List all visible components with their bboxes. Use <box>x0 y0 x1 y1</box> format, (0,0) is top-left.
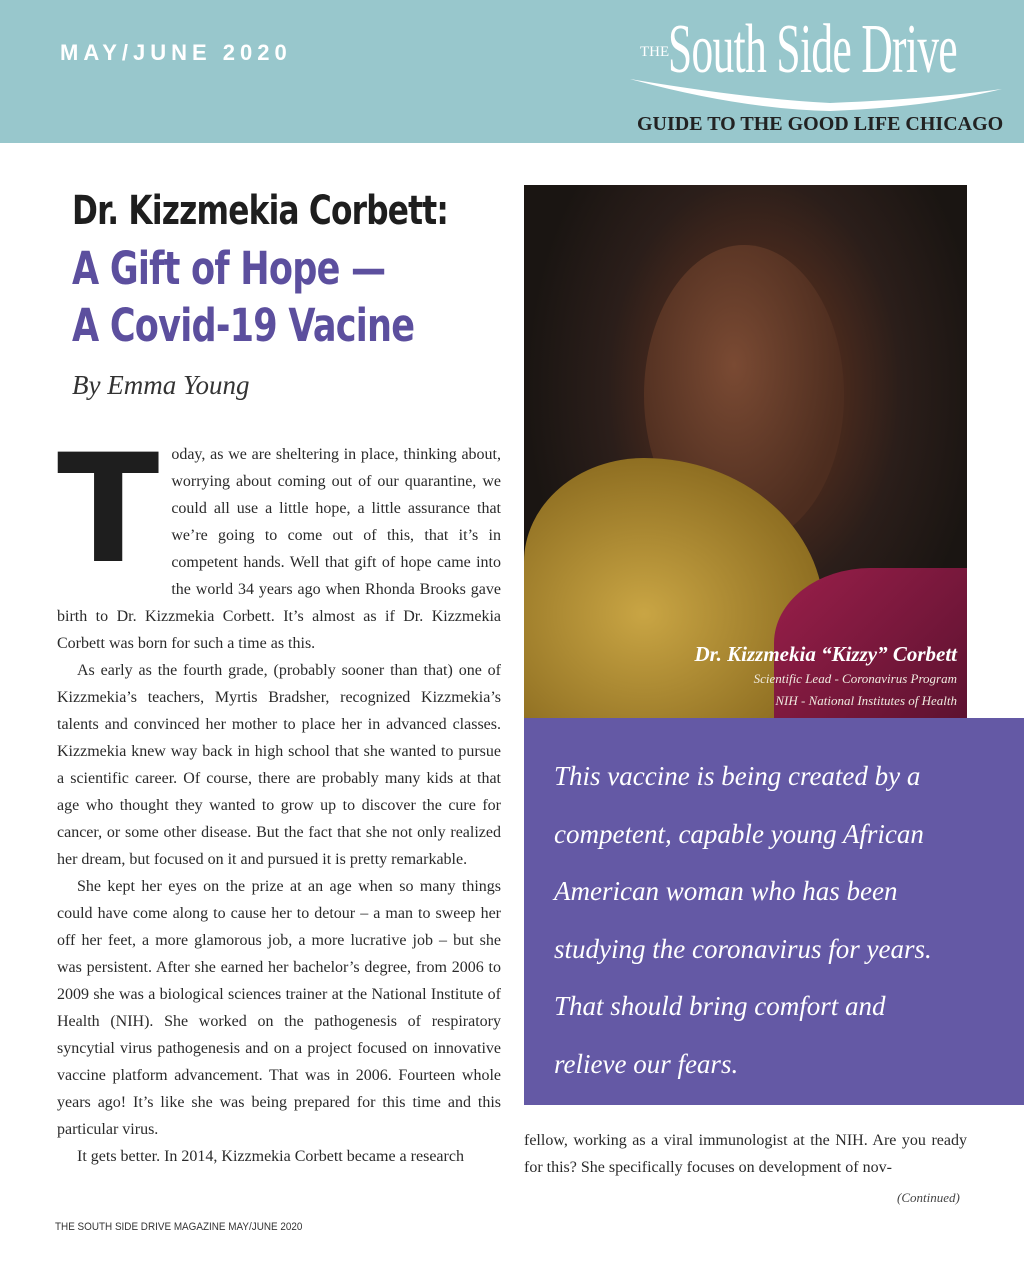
magazine-logo <box>630 11 1005 109</box>
title-line: A Gift of Hope — <box>72 242 386 295</box>
paragraph: It gets better. In 2014, Kizzmekia Corbett became a research <box>77 1148 464 1165</box>
article-column-right <box>524 1127 967 1181</box>
logo-name: South Side Drive <box>668 11 958 88</box>
caption-name: Dr. Kizzmekia “Kizzy” Corbett <box>694 642 957 666</box>
issue-date: MAY/JUNE 2020 <box>60 40 292 65</box>
logo-swoosh-icon <box>630 69 1005 114</box>
article-column-left <box>57 423 501 1170</box>
caption-org: NIH - National Institutes of Health <box>775 693 957 708</box>
page-footer: THE SOUTH SIDE DRIVE MAGAZINE MAY/JUNE 2020 <box>55 1221 303 1233</box>
drop-cap: T <box>57 423 160 597</box>
quote-line: studying the coronavirus for years. <box>554 933 932 964</box>
portrait-photo <box>524 185 967 718</box>
quote-line: relieve our fears. <box>554 1048 739 1079</box>
title-line: Dr. Kizzmekia Corbett: <box>72 188 449 234</box>
paragraph: As early as the fourth grade, (probably sooner than that) one of Kizzmekia’s teachers, Myrtis Bradsher, recognized Kizzmekia’s talents and convinced her mother to place her in advanced classes. Kizzmekia knew way back in high school that she wanted to pursue a scientific career. Of course, there are probably many kids at that age who thought they wanted to grow up to discover the cure for cancer, or some other disease. But the fact that she not only realized her dream, but focused on it and pursued it is pretty remarkable. <box>57 662 501 868</box>
quote-line: American woman who has been <box>554 876 898 906</box>
masthead <box>0 0 1024 143</box>
tagline: GUIDE TO THE GOOD LIFE CHICAGO <box>637 113 1004 135</box>
continued-label: (Continued) <box>897 1190 960 1205</box>
title-line: A Covid-19 Vacine <box>72 299 415 352</box>
article-title <box>72 183 448 354</box>
paragraph <box>57 423 501 657</box>
pull-quote <box>524 718 1024 1105</box>
logo-the: THE <box>640 44 670 60</box>
byline: By Emma Young <box>72 370 250 400</box>
caption-role: Scientific Lead - Coronavirus Program <box>753 671 957 686</box>
quote-line: That should bring comfort and <box>554 991 886 1021</box>
quote-line: This vaccine is being created by a <box>554 761 921 791</box>
paragraph: She kept her eyes on the prize at an age when so many things could have come along to cause her to detour – a man to sweep her off her feet, a more glamorous job, a more lucrative job – but she was persistent. After she earned her bachelor’s degree, from 2006 to 2009 she was a biological sciences trainer at the National Institute of Health (NIH). She worked on the pathogenesis of respiratory syncytial virus pathogenesis and on a project focused on innovative vaccine platform advancement. That was in 2006. Fourteen whole years ago! It’s like she was being prepared for this time and this particular virus. <box>57 878 501 1138</box>
quote-line: competent, capable young African <box>554 818 924 849</box>
paragraph-text: oday, as we are sheltering in place, thinking about, worrying about coming out of our quarantine, we could all use a little hope, a little assurance that we’re going to come out of this, that it’s in competent hands. Well that gift of hope came into the world 34 years ago when Rhonda Brooks gave birth to Dr. Kizzmekia Corbett. It’s almost as if Dr. Kizzmekia Corbett was born for such a time as this. <box>57 446 501 652</box>
paragraph: fellow, working as a viral immunologist at the NIH. Are you ready for this? She specifically focuses on development of nov- <box>524 1132 967 1176</box>
